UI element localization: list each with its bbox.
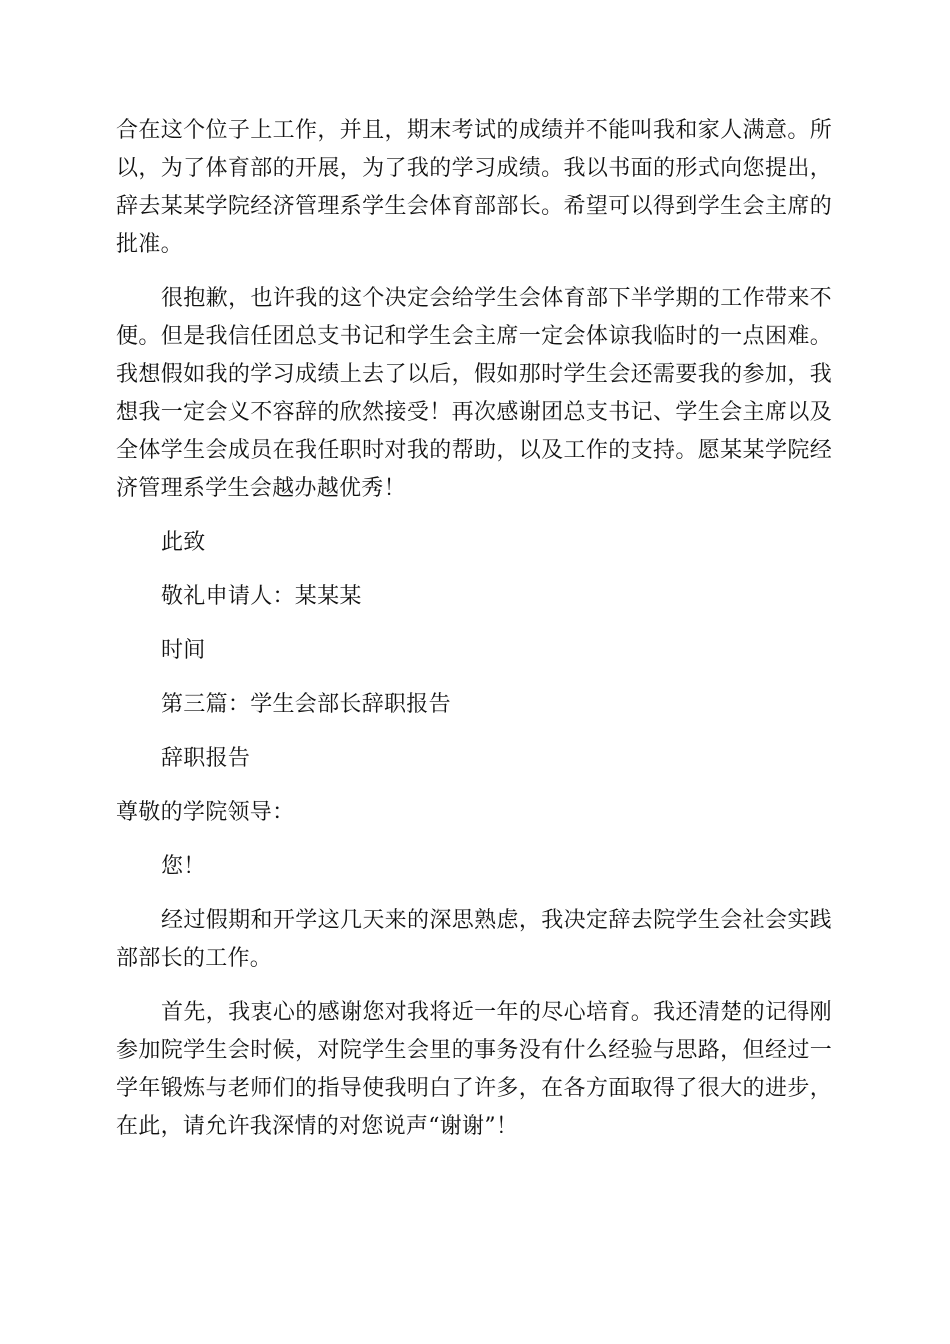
- recipient-greeting: 尊敬的学院领导：: [116, 800, 295, 825]
- section-heading: 第三篇：学生会部长辞职报告: [161, 692, 451, 717]
- applicant-signature: 敬礼申请人：某某某: [161, 584, 362, 609]
- date-line: 时间: [161, 638, 206, 663]
- greeting-line: 您！: [161, 854, 206, 879]
- closing-salutation: 此致: [161, 530, 206, 555]
- paragraph-apology: 很抱歉，也许我的这个决定会给学生会体育部下半学期的工作带来不便。但是我信任团总支书记和学生会主席一定会体谅我临时的一点困难。我想假如我的学习成绩上去了以后，假如那时学生会还需要我的参加，我想我一定会义不容辞的欣然接受！再次感谢团总支书记、学生会主席以及全体学生会成员在我任职时对我的帮助，以及工作的支持。愿某某学院经济管理系学生会越办越优秀！: [116, 286, 832, 501]
- document-page: [116, 112, 832, 1146]
- report-title: 辞职报告: [161, 746, 251, 771]
- paragraph-gratitude: 首先，我衷心的感谢您对我将近一年的尽心培育。我还清楚的记得刚参加院学生会时候，对院学生会里的事务没有什么经验与思路，但经过一学年锻炼与老师们的指导使我明白了许多，在各方面取得了很大的进步，在此，请允许我深情的对您说声“谢谢”！: [116, 1000, 832, 1139]
- paragraph-decision: 经过假期和开学这几天来的深思熟虑，我决定辞去院学生会社会实践部部长的工作。: [116, 908, 832, 971]
- paragraph-continuation: 合在这个位子上工作，并且，期末考试的成绩并不能叫我和家人满意。所以，为了体育部的开展，为了我的学习成绩。我以书面的形式向您提出，辞去某某学院经济管理系学生会体育部部长。希望可以得到学生会主席的批准。: [116, 118, 832, 257]
